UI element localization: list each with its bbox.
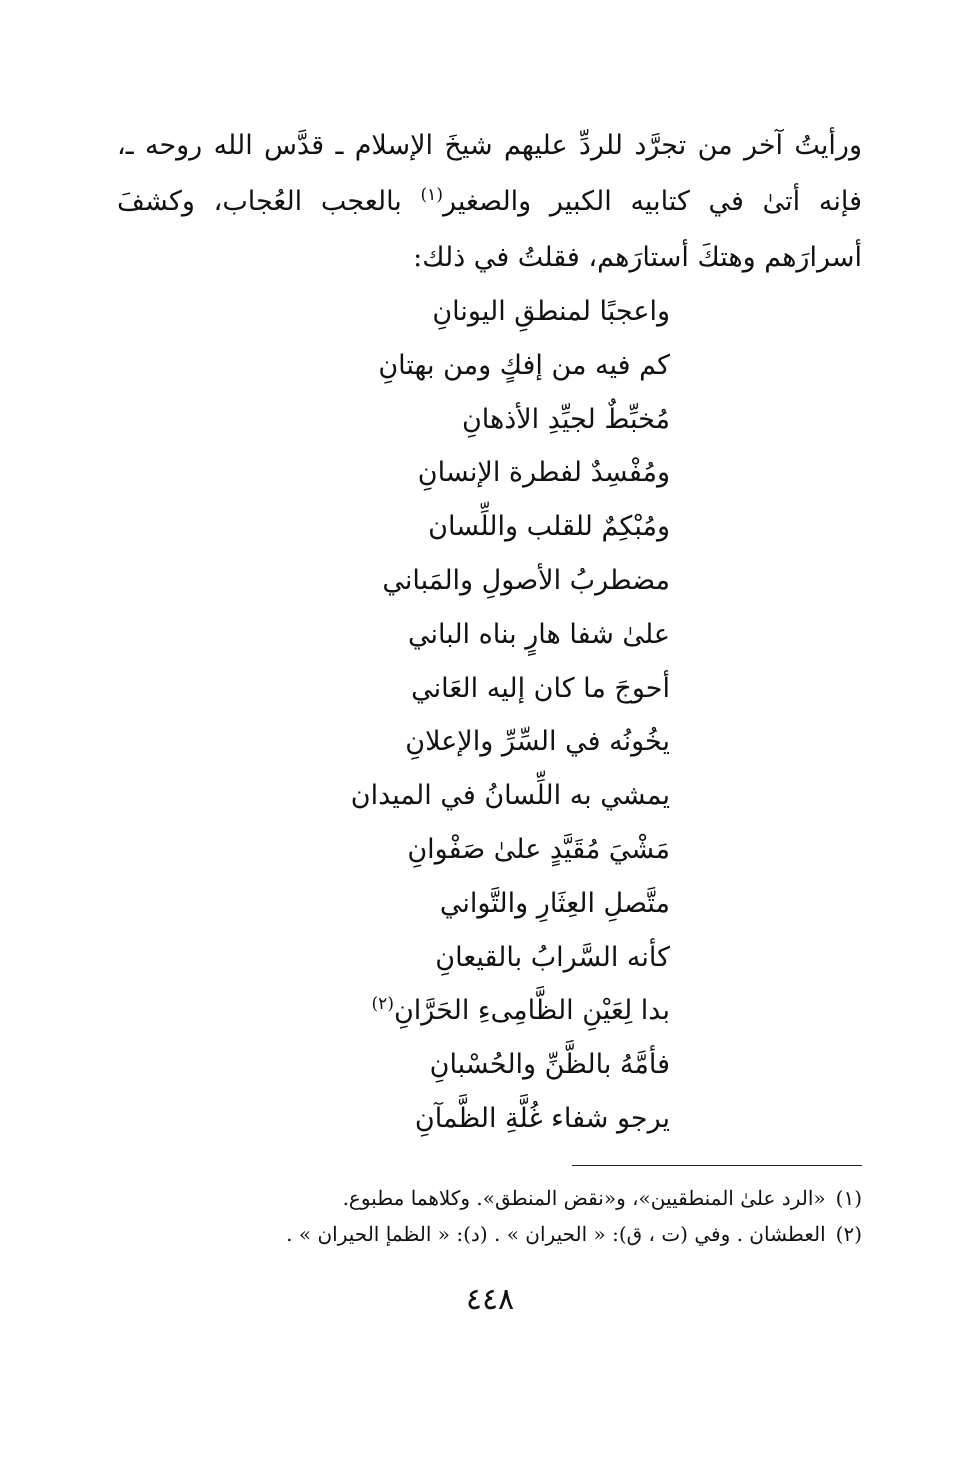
poem-verse: كم فيه من إفكٍ ومن بهتانِ <box>378 349 670 381</box>
intro-line-2-start: فإنه أتىٰ في كتابيه الكبير والصغير <box>442 186 862 217</box>
footnote-item <box>117 1216 862 1252</box>
poem-verse: مُخبِّطٌ لجيِّدِ الأذهانِ <box>461 403 670 435</box>
footnote-number: (١) <box>835 1186 862 1210</box>
poem-verse: يخُونُه في السِّرِّ والإعلانِ <box>405 726 670 758</box>
poem <box>310 285 670 1146</box>
poem-verse: فأمَّهُ بالظَّنِّ والحُسْبانِ <box>429 1049 670 1081</box>
intro-paragraph <box>117 118 862 286</box>
intro-line-3: وهتكَ أستارَهم، فقلتُ في ذلك: <box>413 242 756 273</box>
footnote-divider <box>572 1165 862 1166</box>
footnote-number: (٢) <box>835 1222 862 1246</box>
poem-verse: مَشْيَ مُقَيَّدٍ علىٰ صَفْوانِ <box>407 833 670 865</box>
page-number: ٤٤٨ <box>465 1282 515 1317</box>
poem-verse: علىٰ شفا هارٍ بناه الباني <box>407 618 670 650</box>
footnote-text: العطشان . وفي (ت ، ق): « الحيران » . (د): « الظمإ الحيران » . <box>286 1222 826 1246</box>
poem-verse: كأنه السَّرابُ بالقيعانِ <box>435 941 670 973</box>
footnote-text: «الرد علىٰ المنطقيين»، و«نقض المنطق». وكلاهما مطبوع. <box>342 1186 826 1210</box>
footnote-item <box>117 1180 862 1216</box>
footnotes <box>117 1180 862 1252</box>
poem-verse: ومُفْسِدٌ لفطرة الإنسانِ <box>417 457 670 489</box>
intro-line-2-end: بالعجب العُجاب، وكشفَ أسرارَهم <box>117 186 862 273</box>
poem-verse: متَّصلِ العِثَارِ والتَّواني <box>439 887 670 919</box>
poem-verse: ومُبْكِمٌ للقلب واللِّسان <box>428 511 670 543</box>
poem-verse: أحوجَ ما كان إليه العَاني <box>411 672 670 704</box>
poem-verse: بدا لِعَيْنِ الظَّامِىءِ الحَرَّانِ$^{(٢)}$ <box>371 994 670 1027</box>
intro-line-1: ورأيتُ آخر من تجرَّد للردِّ عليهم شيخَ الإسلام ـ قدَّس الله روحه ـ، <box>117 130 862 161</box>
poem-verse: مضطربُ الأصولِ والمَباني <box>382 564 670 596</box>
footnote-ref-2[interactable]: (٢) <box>371 994 394 1015</box>
poem-verse: واعجبًا لمنطقِ اليونانِ <box>432 296 670 327</box>
poem-verse: يرجو شفاء غُلَّةِ الظَّمآنِ <box>414 1102 670 1134</box>
footnote-ref-1[interactable]: (١) <box>420 185 443 205</box>
poem-verse: يمشي به اللِّسانُ في الميدان <box>350 780 670 812</box>
